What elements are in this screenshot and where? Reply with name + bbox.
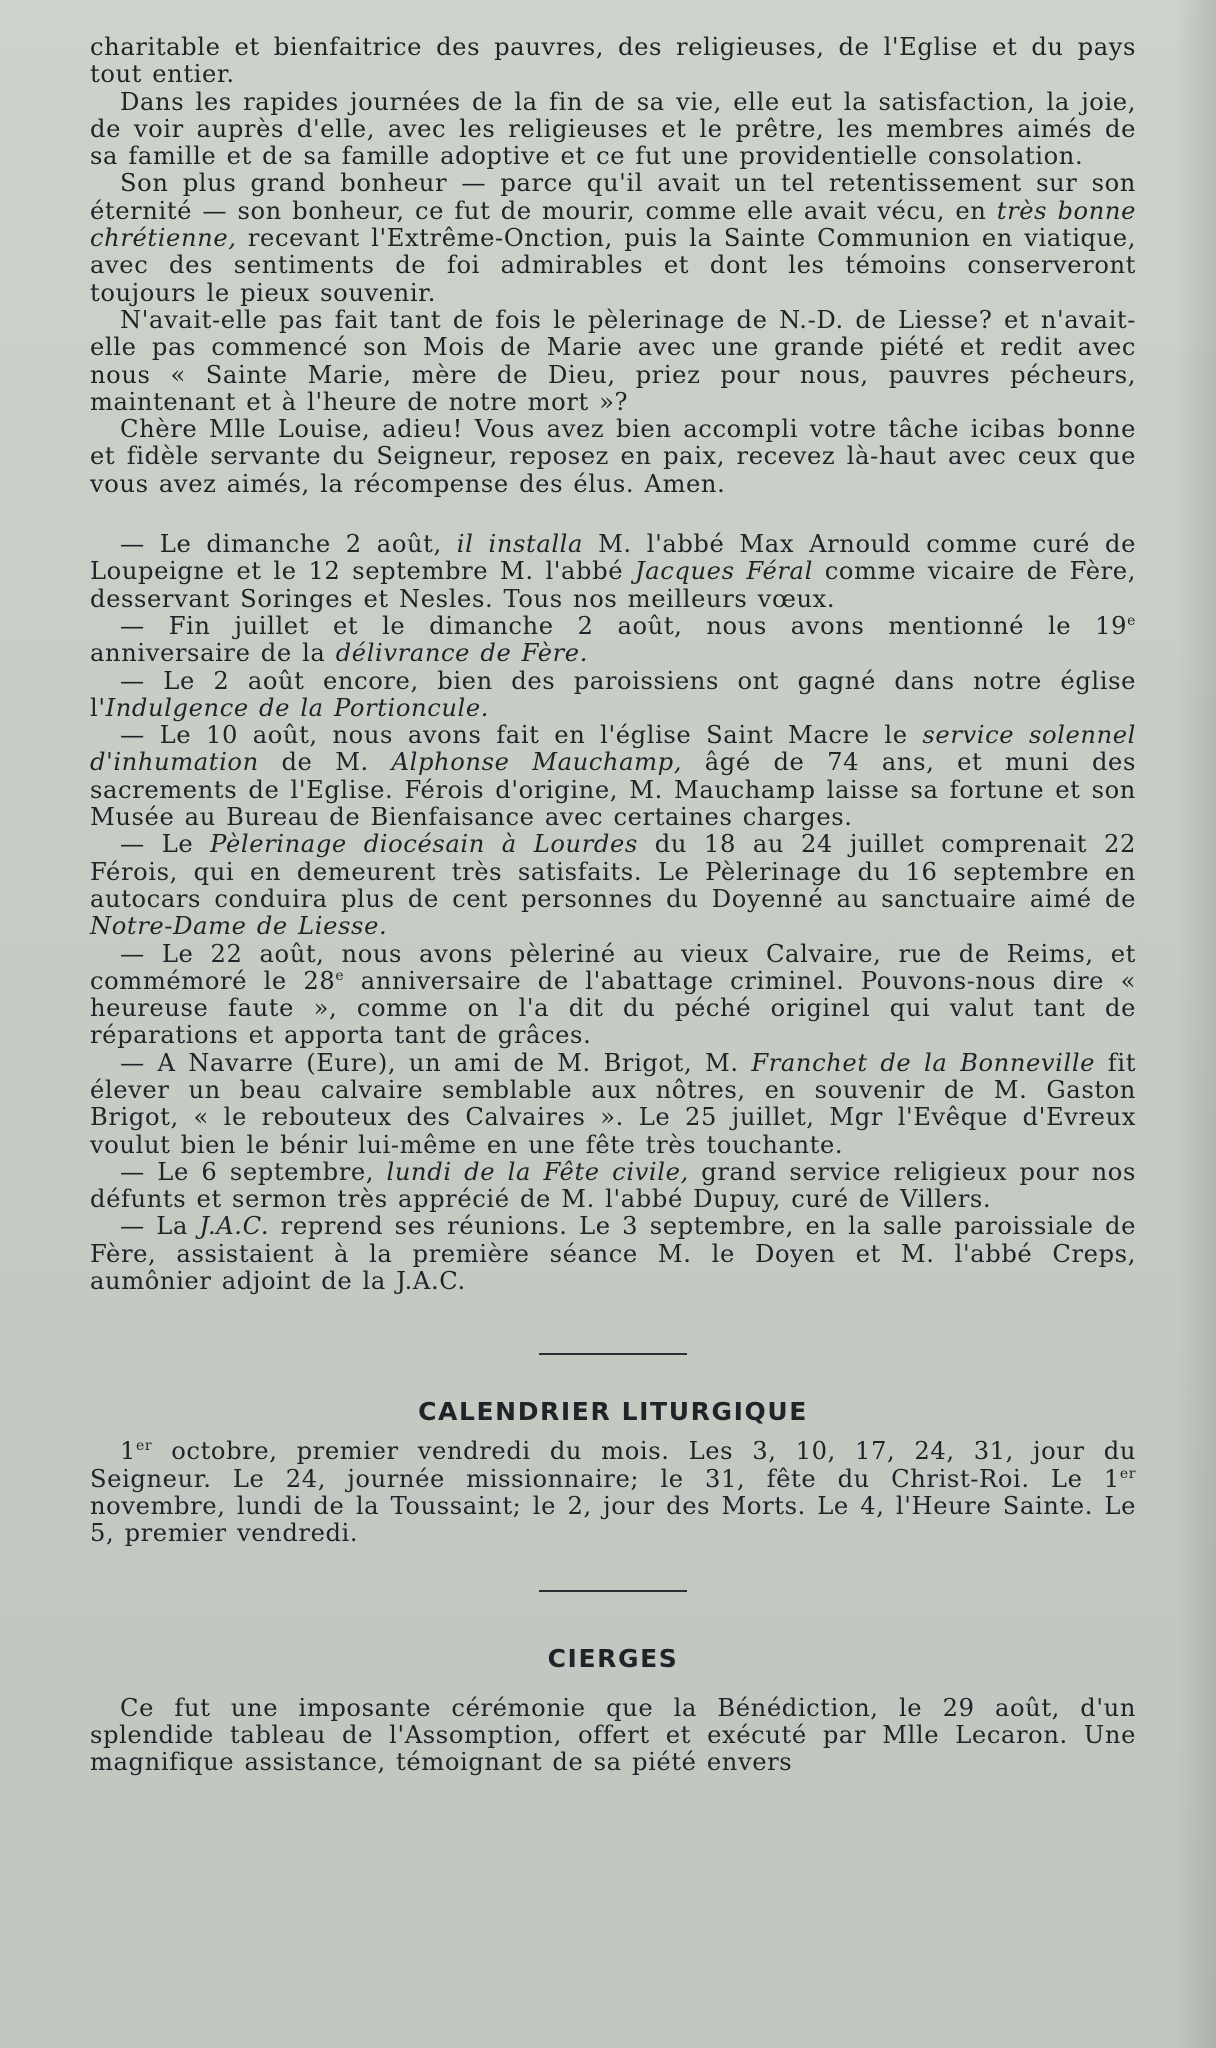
obituary-paragraph: Dans les rapides journées de la fin de sa vie, elle eut la satisfaction, la joie, de voir auprès d'elle, avec les religieuses et le prêtre, les membres aimés de sa famille et de sa famille adoptive et ce fut une providentielle consolation. [90, 87, 1136, 171]
obituary-section [90, 34, 1136, 498]
news-section [90, 531, 1136, 1295]
calendar-section [90, 1438, 1136, 1547]
spacer [90, 1295, 1136, 1353]
spacer [90, 1548, 1136, 1590]
news-item: — A Navarre (Eure), un ami de M. Brigot, M. Franchet de la Bonneville fit élever un beau calvaire semblable aux nôtres, en souvenir de M. Gaston Brigot, « le rebouteux des Calvaires ». Le 25 juillet, Mgr l'Evêque d'Evreux voulut bien le bénir lui-même en une fête très touchante. [90, 1048, 1137, 1159]
news-item: — Le 6 septembre, lundi de la Fête civile, grand service religieux pour nos défunts et sermon très apprécié de M. l'abbé Dupuy, curé de Villers. [90, 1157, 1136, 1214]
news-item: — Le 10 août, nous avons fait en l'église Saint Macre le service solennel d'inhumation de M. Alphonse Mauchamp, âgé de 74 ans, et muni des sacrements de l'Eglise. Férois d'origine, M. Mauchamp laisse sa fortune et son Musée au Bureau de Bienfaisance avec certaines charges. [90, 721, 1136, 832]
obituary-paragraph: N'avait-elle pas fait tant de fois le pèlerinage de N.-D. de Liesse? et n'avait-elle pas commencé son Mois de Marie avec une grande piété et redit avec nous « Sainte Marie, mère de Dieu, priez pour nous, pauvres pécheurs, maintenant et à l'heure de notre mort »? [90, 305, 1136, 416]
news-item: — Le 2 août encore, bien des paroissiens ont gagné dans notre église l'Indulgence de la Portioncule. [90, 666, 1136, 722]
cierges-section [90, 1695, 1136, 1777]
spacer [90, 1355, 1136, 1397]
obituary-paragraph: Son plus grand bonheur — parce qu'il avait un tel retentissement sur son éternité — son bonheur, ce fut de mourir, comme elle avait vécu, en très bonne chrétienne, recevant l'Extrême-Onction, puis la Sainte Communion en viatique, avec des sentiments de foi admirables et dont les témoins conserveront toujours le pieux souvenir. [90, 169, 1136, 307]
calendar-paragraph: 1er octobre, premier vendredi du mois. Les 3, 10, 17, 24, 31, jour du Seigneur. Le 24, journée missionnaire; le 31, fête du Christ-Roi. Le 1er novembre, lundi de la Toussaint; le 2, jour des Morts. Le 4, l'Heure Sainte. Le 5, premier vendredi. [90, 1437, 1136, 1548]
obituary-paragraph: charitable et bienfaitrice des pauvres, des religieuses, de l'Eglise et du pays tout entier. [90, 33, 1136, 89]
news-item: — La J.A.C. reprend ses réunions. Le 3 septembre, en la salle paroissiale de Fère, assistaient à la première séance M. le Doyen et M. l'abbé Creps, aumônier adjoint de la J.A.C. [90, 1212, 1137, 1296]
news-item: — Le dimanche 2 août, il installa M. l'abbé Max Arnould comme curé de Loupeigne et le 12 septembre M. l'abbé Jacques Féral comme vicaire de Fère, desservant Soringes et Nesles. Tous nos meilleurs vœux. [90, 530, 1136, 613]
news-item: — Fin juillet et le dimanche 2 août, nous avons mentionné le 19e anniversaire de la délivrance de Fère. [90, 611, 1136, 668]
spacer [90, 1673, 1136, 1695]
calendar-heading: CALENDRIER LITURGIQUE [418, 1397, 808, 1427]
cierges-heading: CIERGES [547, 1643, 679, 1673]
spacer [90, 498, 1136, 531]
cierges-paragraph: Ce fut une imposante cérémonie que la Bénédiction, le 29 août, d'un splendide tableau de l'Assomption, offert et exécuté par Mlle Lecaron. Une magnifique assistance, témoignant de sa piété envers [90, 1693, 1136, 1777]
spacer [90, 1592, 1136, 1644]
news-item: — Le 22 août, nous avons pèleriné au vieux Calvaire, rue de Reims, et commémoré le 28e anniversaire de l'abattage criminel. Pouvons-nous dire « heureuse faute », comme on l'a dit du péché originel qui valut tant de réparations et apporta tant de grâces. [90, 939, 1136, 1050]
obituary-paragraph: Chère Mlle Louise, adieu! Vous avez bien accompli votre tâche icibas bonne et fidèle servante du Seigneur, reposez en paix, recevez là-haut avec ceux que vous avez aimés, la récompense des élus. Amen. [90, 415, 1136, 498]
news-item: — Le Pèlerinage diocésain à Lourdes du 18 au 24 juillet comprenait 22 Férois, qui en demeurent très satisfaits. Le Pèlerinage du 16 septembre en autocars conduira plus de cent personnes du Doyenné au sanctuaire aimé de Notre-Dame de Liesse. [90, 830, 1136, 941]
